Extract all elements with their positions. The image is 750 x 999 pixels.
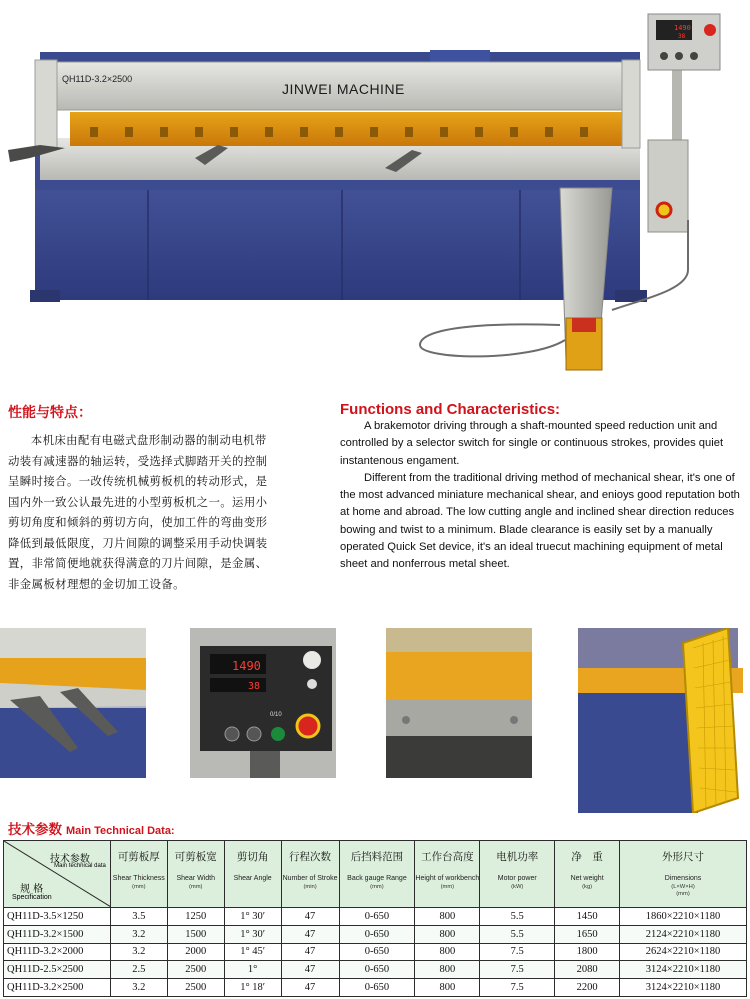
table-cell: 47	[281, 943, 339, 961]
model-cell: QH11D-3.5×1250	[4, 908, 111, 926]
corner-bottom-cn: 规 格	[20, 884, 44, 895]
table-row	[4, 943, 747, 961]
spec-corner-cell	[4, 841, 111, 908]
col-unit: (mm)	[188, 883, 203, 890]
spec-header-row	[4, 841, 747, 908]
brand-name: JINWEI MACHINE	[282, 81, 405, 97]
col-en: Dimensions	[664, 875, 702, 882]
col-unit: (min)	[303, 883, 317, 890]
photo-blade-table	[0, 628, 146, 778]
col-cn: 外形尺寸	[662, 851, 705, 863]
spec-title-en: Main Technical Data:	[66, 825, 175, 837]
model-cell: QH11D-2.5×2500	[4, 961, 111, 979]
col-en: Number of Stroke	[282, 875, 338, 882]
table-row	[4, 961, 747, 979]
table-cell: 0-650	[339, 925, 415, 943]
table-cell: 1° 30′	[224, 908, 281, 926]
table-cell: 2624×2210×1180	[620, 943, 747, 961]
table-cell: 2500	[167, 979, 224, 997]
spec-table	[3, 840, 747, 997]
col-strokes	[281, 841, 339, 908]
controller-display-2: 38	[248, 681, 261, 692]
col-en: Shear Width	[176, 875, 215, 882]
table-cell: 3.2	[110, 925, 167, 943]
table-cell: 3.2	[110, 979, 167, 997]
table-row	[4, 908, 747, 926]
col-workbench-height	[415, 841, 480, 908]
table-cell: 1860×2210×1180	[620, 908, 747, 926]
table-cell: 47	[281, 925, 339, 943]
spec-title-cn: 技术参数	[8, 822, 62, 838]
col-en: Motor power	[497, 875, 537, 882]
corner-top-cn: 技术参数	[49, 854, 90, 865]
col-shear-angle	[224, 841, 281, 908]
table-cell: 1800	[555, 943, 620, 961]
features-title-en: Functions and Characteristics:	[340, 401, 561, 418]
table-cell: 1450	[555, 908, 620, 926]
display-value-1: 1490	[674, 24, 691, 32]
table-cell: 1° 18′	[224, 979, 281, 997]
features-body-en	[340, 418, 745, 574]
col-unit: (mm)	[370, 883, 384, 890]
col-en: Back gauge Range	[347, 875, 407, 882]
col-back-gauge	[339, 841, 415, 908]
table-cell: 7.5	[480, 979, 555, 997]
photo-blade-closeup	[386, 628, 532, 778]
table-cell: 3124×2210×1180	[620, 979, 747, 997]
model-cell: QH11D-3.2×2500	[4, 979, 111, 997]
col-unit: (kg)	[582, 883, 593, 890]
spec-title	[8, 818, 175, 838]
features-paragraph-cn: 本机床由配有电磁式盘形制动器的制动电机带动装有减速器的轴运转，受选择式脚踏开关的控制呈瞬时接合。一改传统机械剪板机的转动形式，是国内外一致公认最先进的小型剪板机之一。运用小剪切角度和倾斜的剪切方向，使加工件的弯曲变形降低到最低限度，刀片间隙的调整采用手动快调装置，非常简便地就获得满意的刀片间隙，是金属、非金属板材理想的金切加工设备。	[8, 433, 268, 591]
table-cell: 3.5	[110, 908, 167, 926]
table-cell: 3124×2210×1180	[620, 961, 747, 979]
col-unit: (mm)	[676, 890, 690, 897]
table-row	[4, 925, 747, 943]
table-cell: 1° 45′	[224, 943, 281, 961]
table-cell: 3.2	[110, 943, 167, 961]
table-cell: 2500	[167, 961, 224, 979]
table-cell: 1°	[224, 961, 281, 979]
corner-top-en: Main technical data	[54, 863, 106, 869]
corner-bottom-en: Specification	[12, 894, 52, 901]
col-shear-thickness	[110, 841, 167, 908]
table-cell: 2124×2210×1180	[620, 925, 747, 943]
table-row	[4, 979, 747, 997]
model-cell: QH11D-3.2×1500	[4, 925, 111, 943]
table-cell: 7.5	[480, 943, 555, 961]
photo-safety-guard	[578, 628, 743, 813]
table-cell: 47	[281, 979, 339, 997]
table-cell: 7.5	[480, 961, 555, 979]
col-cn: 行程次数	[289, 851, 332, 863]
table-cell: 1500	[167, 925, 224, 943]
col-unit: (kW)	[511, 883, 524, 890]
features-body-cn	[8, 430, 273, 594]
col-cn: 可剪板厚	[117, 851, 160, 863]
table-cell: 0-650	[339, 979, 415, 997]
table-cell: 2080	[555, 961, 620, 979]
col-en: Height of workbench	[415, 875, 480, 882]
table-cell: 0-650	[339, 943, 415, 961]
machine-hero-image	[0, 0, 750, 390]
col-cn: 可剪板宽	[174, 851, 217, 863]
model-plate: QH11D-3.2×2500	[62, 74, 133, 84]
col-unit: (mm)	[132, 883, 146, 890]
table-cell: 5.5	[480, 908, 555, 926]
col-en: Net weight	[570, 875, 604, 882]
table-cell: 800	[415, 908, 480, 926]
features-paragraph-en-2: Different from the traditional driving method of mechanical shear, it's one of the most advanced miniature mechanical shear, and enioys good reputation both at home and abroad. The low cutting angle and inclined shear direction reduces bowing and twist to a minimum. Blade clearance is easily set by a manually operated Quick Set device, it's an ideal truecut machining equipment of metal sheet and nonferrous metal sheet.	[340, 471, 740, 571]
features-paragraph-en-1: A brakemotor driving through a shaft-mounted speed reduction unit and controlled by a selector switch for single or continuous strokes, provides quiet instantenous engament.	[340, 420, 724, 467]
table-cell: 800	[415, 925, 480, 943]
col-en: Shear Angle	[233, 875, 272, 882]
table-cell: 800	[415, 979, 480, 997]
col-cn: 后挡料范围	[350, 851, 404, 863]
col-unit: (L×W×H)	[671, 883, 695, 890]
table-cell: 2000	[167, 943, 224, 961]
col-en: Shear Thickness	[112, 875, 165, 882]
controller-display-1: 1490	[232, 659, 261, 673]
col-cn: 净 重	[571, 851, 603, 863]
table-cell: 0-650	[339, 908, 415, 926]
col-net-weight	[555, 841, 620, 908]
col-cn: 电机功率	[496, 851, 539, 863]
col-unit: (mm)	[440, 883, 455, 890]
table-cell: 800	[415, 943, 480, 961]
table-cell: 47	[281, 961, 339, 979]
model-cell: QH11D-3.2×2000	[4, 943, 111, 961]
table-cell: 2200	[555, 979, 620, 997]
col-cn: 工作台高度	[421, 851, 474, 863]
table-cell: 1650	[555, 925, 620, 943]
col-shear-width	[167, 841, 224, 908]
table-cell: 800	[415, 961, 480, 979]
table-cell: 1250	[167, 908, 224, 926]
col-motor-power	[480, 841, 555, 908]
controller-label: 0/10	[270, 712, 282, 718]
features-title-cn: 性能与特点：	[8, 405, 92, 421]
photo-controller	[190, 628, 336, 778]
table-cell: 47	[281, 908, 339, 926]
display-value-2: 38	[678, 33, 686, 40]
table-cell: 1° 30′	[224, 925, 281, 943]
col-dimensions	[620, 841, 747, 908]
table-cell: 5.5	[480, 925, 555, 943]
table-cell: 2.5	[110, 961, 167, 979]
table-cell: 0-650	[339, 961, 415, 979]
col-cn: 剪切角	[236, 851, 269, 863]
